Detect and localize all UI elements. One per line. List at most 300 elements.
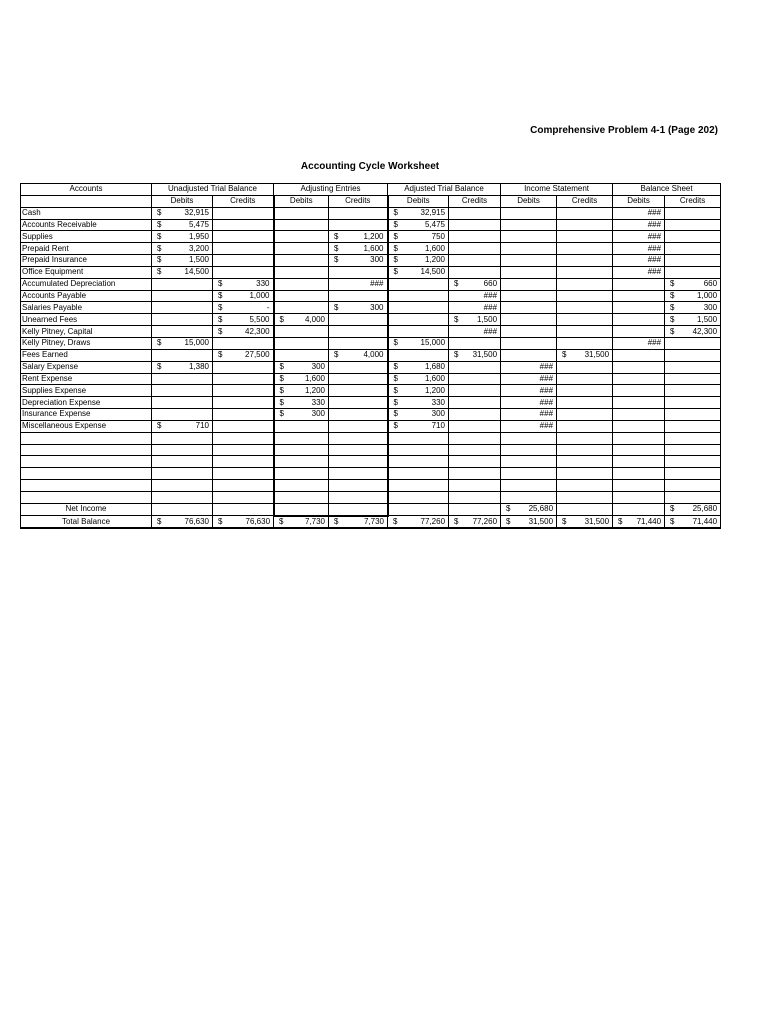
- currency-symbol: $: [670, 314, 675, 324]
- amount-cell: [557, 516, 613, 529]
- account-name: Kelly Pitney, Capital: [21, 326, 152, 338]
- empty-cell: [388, 349, 449, 361]
- amount-value: 660: [483, 279, 498, 289]
- empty-cell: [152, 503, 213, 515]
- currency-symbol: $: [279, 362, 284, 372]
- amount-value: 31,500: [584, 350, 610, 360]
- amount-cell: [613, 255, 665, 267]
- empty-cell: [213, 480, 274, 492]
- empty-cell: [274, 349, 329, 361]
- amount-cell: [501, 516, 557, 529]
- empty-cell: [557, 432, 613, 444]
- empty-cell: [665, 231, 721, 243]
- empty-cell: [501, 349, 557, 361]
- amount-cell: [388, 266, 449, 278]
- currency-symbol: $: [393, 267, 398, 277]
- empty-cell: [388, 491, 449, 503]
- empty-cell: [213, 255, 274, 267]
- amount-cell: [449, 326, 501, 338]
- empty-cell: [213, 266, 274, 278]
- empty-cell: [613, 290, 665, 302]
- empty-cell: [329, 456, 388, 468]
- amount-cell: [274, 397, 329, 409]
- amount-cell: [665, 278, 721, 290]
- currency-symbol: $: [393, 409, 398, 419]
- empty-cell: [449, 444, 501, 456]
- empty-cell: [449, 468, 501, 480]
- empty-cell: [213, 207, 274, 219]
- empty-cell: [213, 503, 274, 515]
- amount-cell: [213, 302, 274, 314]
- currency-symbol: $: [334, 255, 339, 265]
- amount-value: ###: [539, 362, 554, 372]
- empty-cell: [501, 255, 557, 267]
- empty-cell: [274, 255, 329, 267]
- currency-symbol: $: [393, 231, 398, 241]
- empty-cell: [329, 420, 388, 432]
- empty-cell: [329, 207, 388, 219]
- amount-value: ###: [647, 338, 662, 348]
- amount-value: 1,600: [304, 373, 326, 383]
- amount-value: 7,730: [304, 517, 326, 527]
- empty-cell: [557, 255, 613, 267]
- amount-value: 32,915: [184, 208, 209, 218]
- empty-cell: [329, 219, 388, 231]
- amount-cell: [613, 207, 665, 219]
- empty-cell: [501, 266, 557, 278]
- currency-symbol: $: [454, 314, 459, 324]
- amount-value: 330: [431, 397, 446, 407]
- empty-cell: [388, 302, 449, 314]
- amount-value: ###: [647, 243, 662, 253]
- empty-cell: [388, 432, 449, 444]
- empty-cell: [613, 385, 665, 397]
- group-header: Income Statement: [501, 184, 613, 196]
- amount-cell: [613, 516, 665, 529]
- amount-cell: [613, 231, 665, 243]
- subheader-row: [21, 195, 721, 207]
- empty-cell: [152, 314, 213, 326]
- amount-value: ###: [647, 255, 662, 265]
- empty-cell: [329, 326, 388, 338]
- currency-symbol: $: [157, 243, 162, 253]
- account-row: [21, 480, 721, 492]
- account-row: [21, 385, 721, 397]
- empty-cell: [613, 326, 665, 338]
- empty-cell: [557, 503, 613, 515]
- amount-cell: [274, 516, 329, 529]
- account-row: [21, 491, 721, 503]
- account-name: [21, 468, 152, 480]
- amount-value: 25,680: [692, 504, 718, 514]
- account-row: [21, 373, 721, 385]
- amount-value: 76,630: [184, 516, 209, 526]
- empty-cell: [665, 456, 721, 468]
- empty-cell: [665, 432, 721, 444]
- currency-symbol: $: [393, 255, 398, 265]
- empty-cell: [213, 373, 274, 385]
- currency-symbol: $: [454, 279, 459, 289]
- empty-cell: [388, 314, 449, 326]
- amount-value: 1,200: [424, 255, 446, 265]
- amount-value: 42,300: [245, 326, 270, 336]
- worksheet-table: [20, 183, 721, 529]
- empty-cell: [449, 231, 501, 243]
- amount-cell: [557, 349, 613, 361]
- amount-value: 750: [431, 231, 446, 241]
- account-row: [21, 266, 721, 278]
- empty-cell: [152, 290, 213, 302]
- amount-cell: [449, 290, 501, 302]
- empty-cell: [274, 480, 329, 492]
- empty-cell: [665, 480, 721, 492]
- account-name: Insurance Expense: [21, 409, 152, 421]
- account-name: Unearned Fees: [21, 314, 152, 326]
- account-name: [21, 444, 152, 456]
- amount-value: 5,475: [424, 219, 446, 229]
- group-header: Adjusting Entries: [274, 184, 388, 196]
- currency-symbol: $: [279, 373, 284, 383]
- empty-cell: [665, 337, 721, 349]
- credits-header: Credits: [449, 195, 501, 207]
- empty-cell: [152, 432, 213, 444]
- currency-symbol: $: [157, 219, 162, 229]
- empty-cell: [152, 302, 213, 314]
- empty-cell: [501, 219, 557, 231]
- group-header: Balance Sheet: [613, 184, 721, 196]
- empty-cell: [329, 314, 388, 326]
- empty-cell: [274, 290, 329, 302]
- amount-cell: [388, 337, 449, 349]
- account-name: Accounts Payable: [21, 290, 152, 302]
- empty-cell: [613, 302, 665, 314]
- empty-cell: [213, 491, 274, 503]
- amount-cell: [665, 314, 721, 326]
- empty-cell: [613, 314, 665, 326]
- amount-value: 14,500: [184, 267, 209, 277]
- empty-cell: [665, 468, 721, 480]
- amount-cell: [152, 207, 213, 219]
- amount-value: 1,600: [424, 373, 446, 383]
- account-row: [21, 432, 721, 444]
- amount-cell: [274, 361, 329, 373]
- account-name: Accumulated Depreciation: [21, 278, 152, 290]
- currency-symbol: $: [562, 350, 567, 360]
- empty-cell: [613, 420, 665, 432]
- amount-cell: [501, 397, 557, 409]
- amount-value: 300: [311, 409, 326, 419]
- amount-cell: [388, 255, 449, 267]
- account-row: [21, 409, 721, 421]
- amount-value: 71,440: [636, 516, 662, 526]
- account-row: [21, 444, 721, 456]
- empty-cell: [613, 468, 665, 480]
- amount-cell: [665, 326, 721, 338]
- amount-value: ###: [647, 267, 662, 277]
- amount-value: 1,000: [249, 291, 270, 301]
- empty-cell: [274, 503, 329, 515]
- empty-cell: [557, 290, 613, 302]
- account-row: [21, 361, 721, 373]
- amount-value: ###: [483, 326, 498, 336]
- amount-value: 300: [370, 255, 384, 265]
- empty-cell: [449, 456, 501, 468]
- empty-cell: [501, 468, 557, 480]
- amount-cell: [388, 219, 449, 231]
- amount-value: 300: [311, 362, 326, 372]
- empty-cell: [152, 491, 213, 503]
- empty-cell: [274, 278, 329, 290]
- account-name: [21, 432, 152, 444]
- currency-symbol: $: [670, 279, 675, 289]
- empty-cell: [613, 503, 665, 515]
- amount-value: ###: [539, 409, 554, 419]
- currency-symbol: $: [393, 421, 398, 431]
- amount-value: 31,500: [528, 516, 554, 526]
- empty-cell: [388, 468, 449, 480]
- amount-cell: [274, 314, 329, 326]
- empty-cell: [152, 480, 213, 492]
- empty-cell: [152, 373, 213, 385]
- empty-cell: [613, 397, 665, 409]
- amount-cell: [501, 385, 557, 397]
- empty-cell: [613, 432, 665, 444]
- empty-cell: [213, 397, 274, 409]
- empty-cell: [213, 361, 274, 373]
- empty-cell: [449, 503, 501, 515]
- amount-value: ###: [483, 302, 498, 312]
- empty-cell: [329, 337, 388, 349]
- amount-value: 300: [370, 302, 384, 312]
- empty-cell: [449, 373, 501, 385]
- currency-symbol: $: [218, 291, 223, 301]
- amount-cell: [152, 243, 213, 255]
- amount-cell: [388, 231, 449, 243]
- empty-cell: [329, 432, 388, 444]
- empty-cell: [665, 385, 721, 397]
- empty-cell: [152, 409, 213, 421]
- account-row: [21, 420, 721, 432]
- empty-cell: [213, 337, 274, 349]
- blank-cell: [21, 195, 152, 207]
- currency-symbol: $: [393, 516, 398, 526]
- amount-value: ###: [539, 421, 554, 431]
- account-row: [21, 326, 721, 338]
- currency-symbol: $: [334, 517, 339, 527]
- account-row: [21, 290, 721, 302]
- currency-symbol: $: [157, 231, 162, 241]
- currency-symbol: $: [218, 350, 223, 360]
- empty-cell: [557, 266, 613, 278]
- amount-value: 1,200: [363, 231, 384, 241]
- amount-cell: [213, 516, 274, 529]
- amount-cell: [449, 302, 501, 314]
- amount-cell: [329, 349, 388, 361]
- currency-symbol: $: [393, 373, 398, 383]
- amount-cell: [501, 409, 557, 421]
- amount-cell: [388, 243, 449, 255]
- empty-cell: [388, 278, 449, 290]
- amount-value: 1,200: [304, 385, 326, 395]
- amount-cell: [665, 290, 721, 302]
- amount-value: ###: [539, 385, 554, 395]
- amount-value: ###: [539, 373, 554, 383]
- empty-cell: [274, 231, 329, 243]
- account-name: Supplies: [21, 231, 152, 243]
- amount-value: 1,600: [363, 243, 384, 253]
- empty-cell: [329, 444, 388, 456]
- empty-cell: [613, 278, 665, 290]
- empty-cell: [274, 456, 329, 468]
- empty-cell: [388, 444, 449, 456]
- debits-header: Debits: [501, 195, 557, 207]
- amount-cell: [213, 290, 274, 302]
- debits-header: Debits: [152, 195, 213, 207]
- empty-cell: [213, 231, 274, 243]
- empty-cell: [388, 290, 449, 302]
- currency-symbol: $: [454, 516, 459, 526]
- currency-symbol: $: [218, 516, 223, 526]
- amount-cell: [274, 373, 329, 385]
- empty-cell: [557, 444, 613, 456]
- account-name: [21, 456, 152, 468]
- amount-value: 1,600: [424, 243, 446, 253]
- currency-symbol: $: [393, 219, 398, 229]
- amount-value: ###: [647, 219, 662, 229]
- empty-cell: [274, 432, 329, 444]
- empty-cell: [557, 456, 613, 468]
- empty-cell: [388, 456, 449, 468]
- empty-cell: [665, 373, 721, 385]
- empty-cell: [501, 290, 557, 302]
- empty-cell: [665, 243, 721, 255]
- amount-cell: [213, 278, 274, 290]
- credits-header: Credits: [329, 195, 388, 207]
- amount-value: ###: [483, 291, 498, 301]
- amount-cell: [388, 207, 449, 219]
- amount-value: ###: [647, 208, 662, 218]
- amount-cell: [449, 516, 501, 529]
- worksheet-title: Accounting Cycle Worksheet: [300, 161, 440, 172]
- empty-cell: [152, 456, 213, 468]
- currency-symbol: $: [670, 326, 675, 336]
- amount-cell: [665, 302, 721, 314]
- account-name: Prepaid Insurance: [21, 255, 152, 267]
- amount-cell: [329, 231, 388, 243]
- amount-value: 32,915: [420, 208, 446, 218]
- empty-cell: [613, 491, 665, 503]
- empty-cell: [329, 409, 388, 421]
- amount-value: 76,630: [245, 516, 271, 526]
- empty-cell: [213, 468, 274, 480]
- account-row: [21, 278, 721, 290]
- amount-value: 4,000: [304, 314, 326, 324]
- empty-cell: [329, 480, 388, 492]
- group-header-row: [21, 184, 721, 196]
- empty-cell: [388, 503, 449, 515]
- account-row: [21, 349, 721, 361]
- currency-symbol: $: [393, 243, 398, 253]
- account-row: [21, 337, 721, 349]
- amount-cell: [152, 516, 213, 529]
- empty-cell: [501, 207, 557, 219]
- amount-cell: [613, 266, 665, 278]
- currency-symbol: $: [157, 208, 162, 218]
- amount-cell: [501, 373, 557, 385]
- empty-cell: [449, 243, 501, 255]
- currency-symbol: $: [218, 302, 223, 312]
- empty-cell: [665, 420, 721, 432]
- amount-cell: [665, 516, 721, 529]
- amount-cell: [329, 243, 388, 255]
- amount-cell: [449, 349, 501, 361]
- amount-cell: [613, 243, 665, 255]
- currency-symbol: $: [393, 385, 398, 395]
- account-row: [21, 302, 721, 314]
- account-row: [21, 219, 721, 231]
- amount-cell: [213, 349, 274, 361]
- currency-symbol: $: [393, 338, 398, 348]
- empty-cell: [501, 314, 557, 326]
- empty-cell: [665, 266, 721, 278]
- amount-cell: [388, 385, 449, 397]
- empty-cell: [501, 432, 557, 444]
- account-row: [21, 456, 721, 468]
- empty-cell: [388, 326, 449, 338]
- currency-symbol: $: [218, 326, 223, 336]
- empty-cell: [449, 219, 501, 231]
- empty-cell: [557, 314, 613, 326]
- currency-symbol: $: [562, 516, 567, 526]
- amount-value: 31,500: [472, 350, 498, 360]
- empty-cell: [557, 337, 613, 349]
- amount-value: 1,500: [188, 255, 209, 265]
- empty-cell: [557, 326, 613, 338]
- amount-value: 330: [256, 279, 270, 289]
- currency-symbol: $: [157, 255, 162, 265]
- amount-value: ###: [370, 279, 384, 289]
- total-balance-row: [21, 516, 721, 529]
- currency-symbol: $: [334, 231, 339, 241]
- empty-cell: [449, 409, 501, 421]
- account-name: Office Equipment: [21, 266, 152, 278]
- empty-cell: [557, 219, 613, 231]
- empty-cell: [152, 468, 213, 480]
- amount-cell: [213, 326, 274, 338]
- amount-cell: [274, 385, 329, 397]
- empty-cell: [274, 219, 329, 231]
- amount-cell: [388, 420, 449, 432]
- amount-value: 1,680: [424, 362, 446, 372]
- amount-value: 1,950: [188, 231, 209, 241]
- empty-cell: [329, 397, 388, 409]
- currency-symbol: $: [279, 397, 284, 407]
- empty-cell: [665, 409, 721, 421]
- empty-cell: [557, 397, 613, 409]
- amount-cell: [613, 219, 665, 231]
- debits-header: Debits: [274, 195, 329, 207]
- empty-cell: [449, 420, 501, 432]
- empty-cell: [329, 290, 388, 302]
- empty-cell: [665, 444, 721, 456]
- amount-value: 1,200: [424, 385, 446, 395]
- empty-cell: [501, 278, 557, 290]
- amount-value: 5,500: [249, 314, 270, 324]
- empty-cell: [152, 444, 213, 456]
- empty-cell: [388, 480, 449, 492]
- empty-cell: [665, 255, 721, 267]
- empty-cell: [213, 385, 274, 397]
